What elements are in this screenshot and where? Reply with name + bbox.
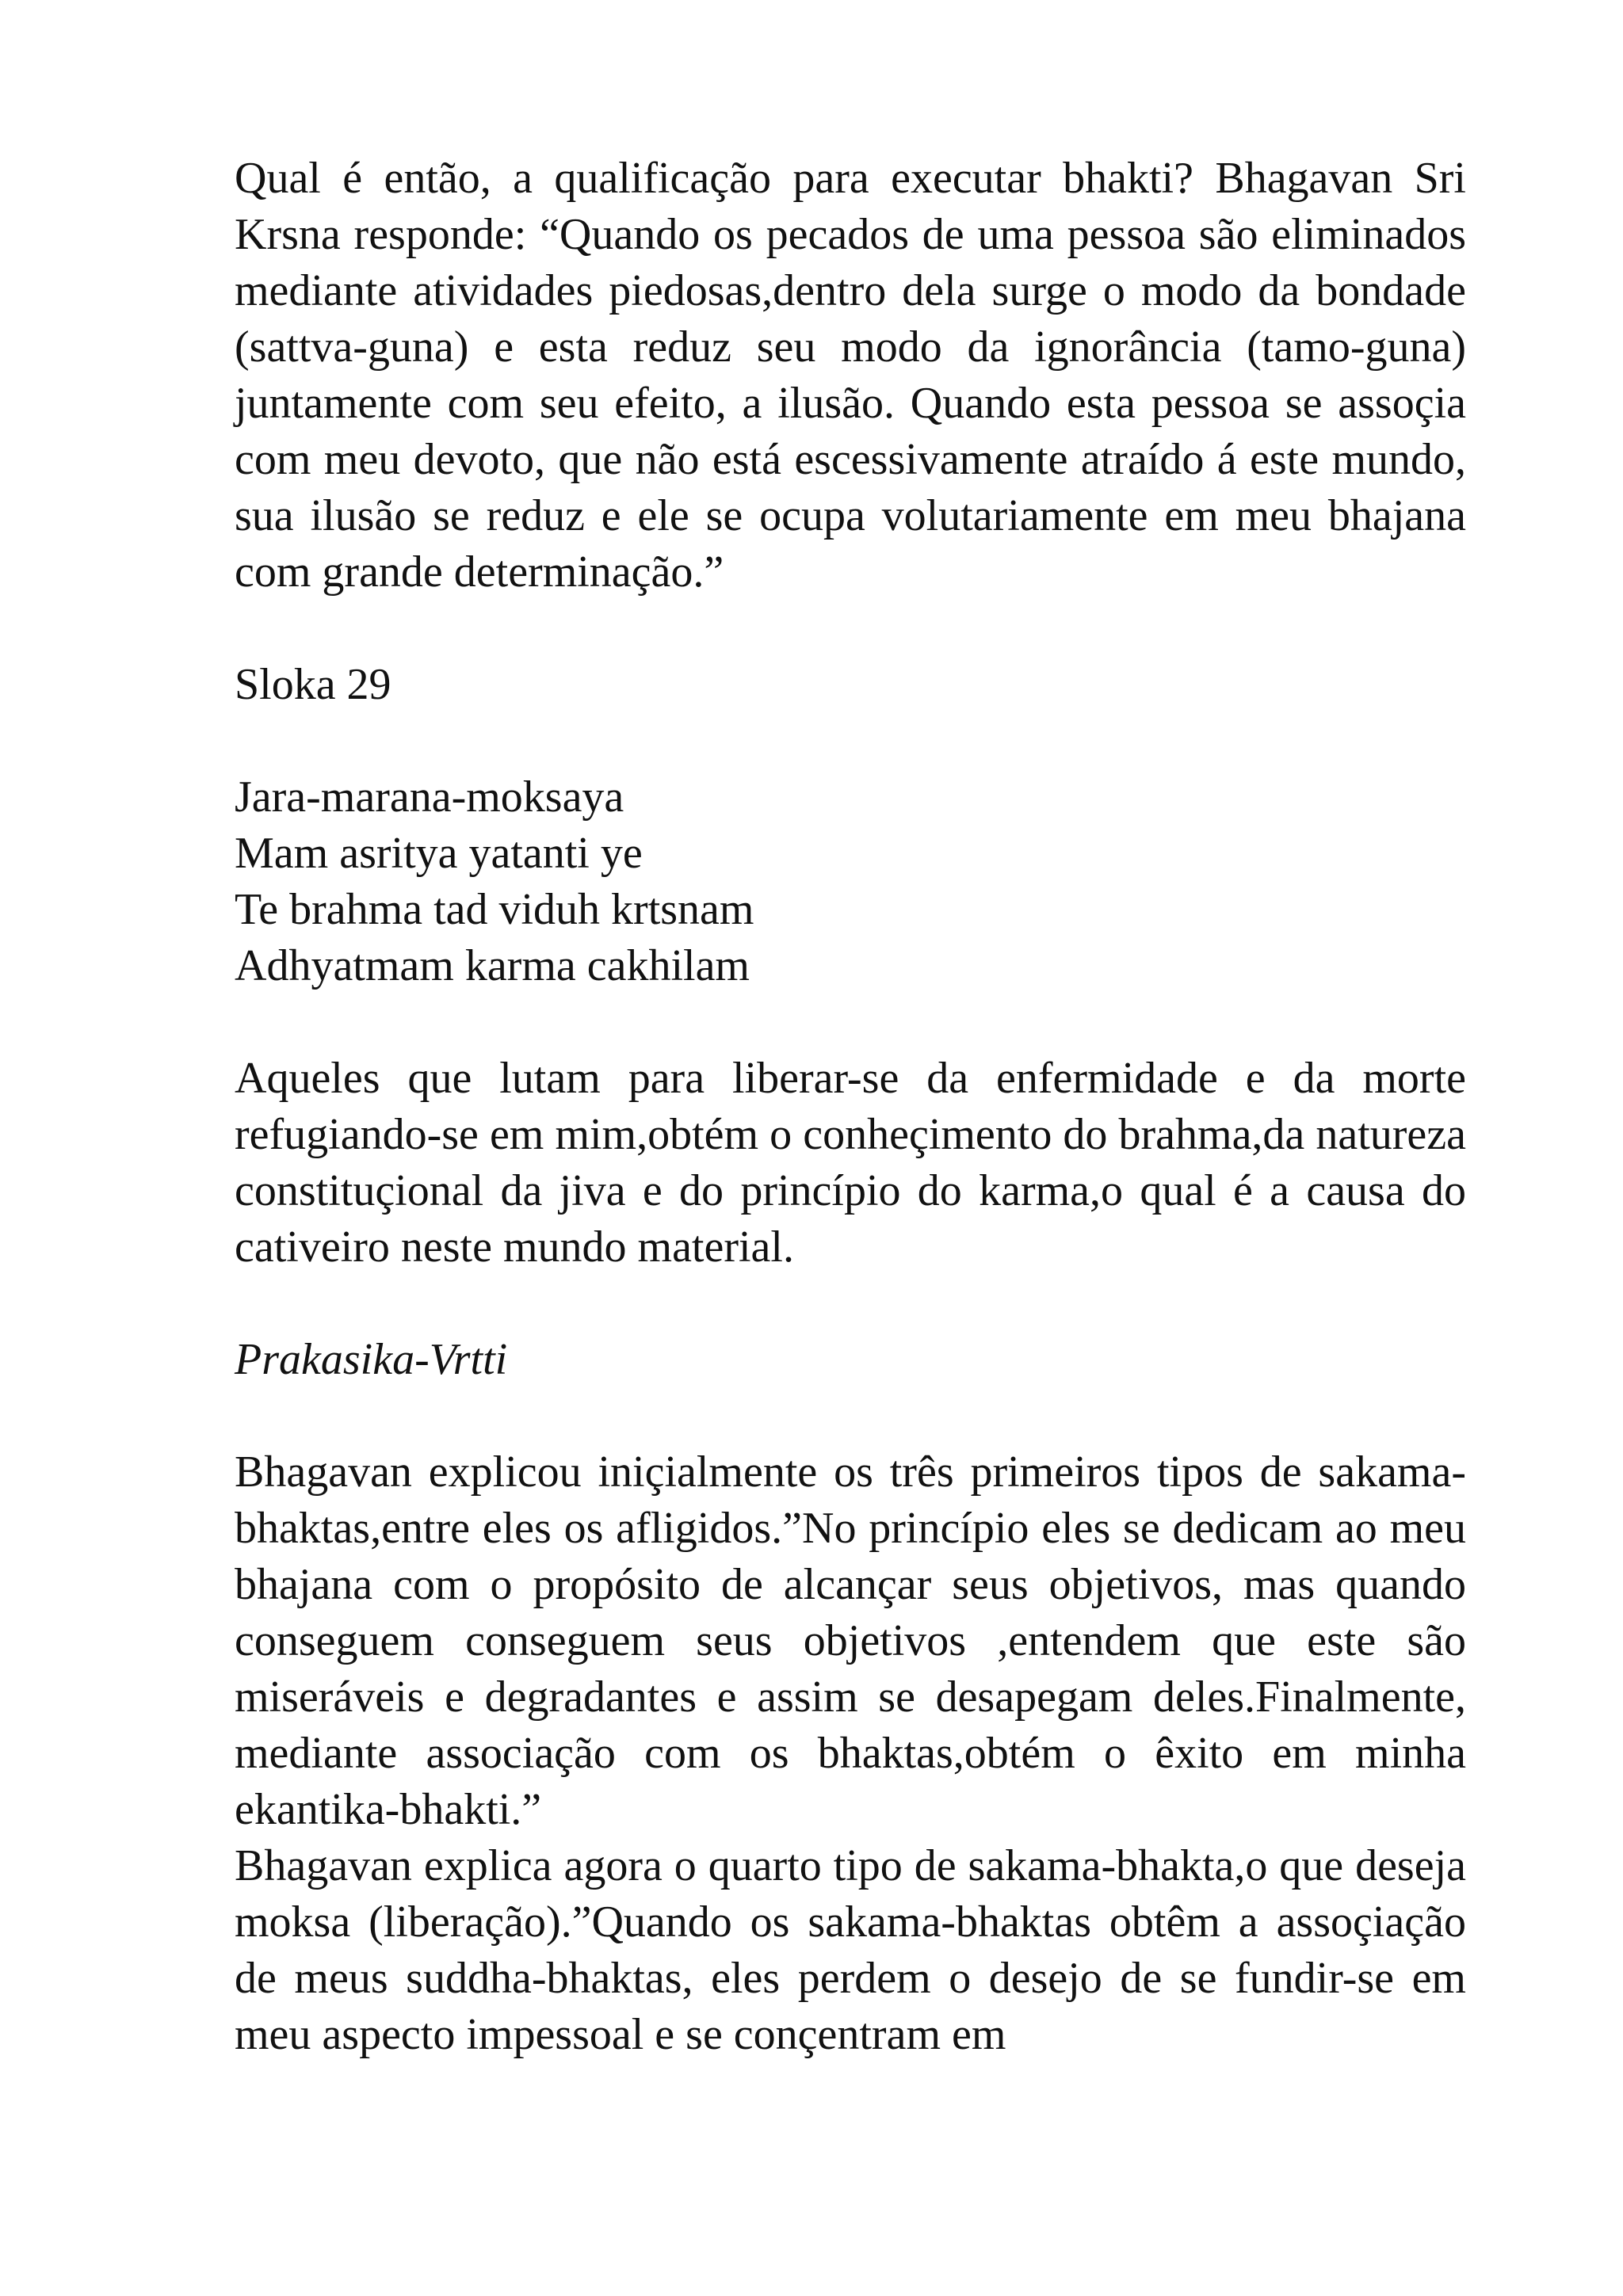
commentary-paragraph-2: Bhagavan explica agora o quarto tipo de sakama-bhakta,o que deseja moksa (liberação).”Quando os sakama-bhaktas obtêm a assoçiação de meus suddha-bhaktas, eles perdem o desejo de se fundir-se em meu aspecto impessoal e se conçentram em	[235, 1841, 1466, 2059]
document-page	[235, 151, 1466, 2063]
verse-line-2: Mam asritya yatanti ye	[235, 829, 643, 878]
commentary-heading: Prakasika-Vrtti	[235, 1335, 508, 1384]
verse-line-3: Te brahma tad viduh krtsnam	[235, 885, 754, 934]
sloka-verse	[235, 769, 1466, 994]
translation-paragraph: Aqueles que lutam para liberar-se da enfermidade e da morte refugiando-se em mim,obtém o conheçimento do brahma,da natureza constituçional da jiva e do princípio do karma,o qual é a causa do cativeiro neste mundo material.	[235, 1054, 1466, 1272]
intro-paragraph: Qual é então, a qualificação para executar bhakti? Bhagavan Sri Krsna responde: “Quando os pecados de uma pessoa são eliminados mediante atividades piedosas,dentro dela surge o modo da bondade (sattva-guna) e esta reduz seu modo da ignorância (tamo-guna) juntamente com seu efeito, a ilusão. Quando esta pessoa se assoçia com meu devoto, que não está escessivamente atraído á este mundo, sua ilusão se reduz e ele se ocupa volutariamente em meu bhajana com grande determinação.”	[235, 154, 1466, 597]
commentary-paragraph-1: Bhagavan explicou iniçialmente os três primeiros tipos de sakama-bhaktas,entre eles os afligidos.”No princípio eles se dedicam ao meu bhajana com o propósito de alcançar seus objetivos, mas quando conseguem conseguem seus objetivos ,entendem que este são miseráveis e degradantes e assim se desapegam deles.Finalmente, mediante associação com os bhaktas,obtém o êxito em minha ekantika-bhakti.”	[235, 1447, 1466, 1834]
verse-line-1: Jara-marana-moksaya	[235, 772, 624, 822]
verse-line-4: Adhyatmam karma cakhilam	[235, 941, 750, 990]
sloka-heading: Sloka 29	[235, 660, 391, 709]
